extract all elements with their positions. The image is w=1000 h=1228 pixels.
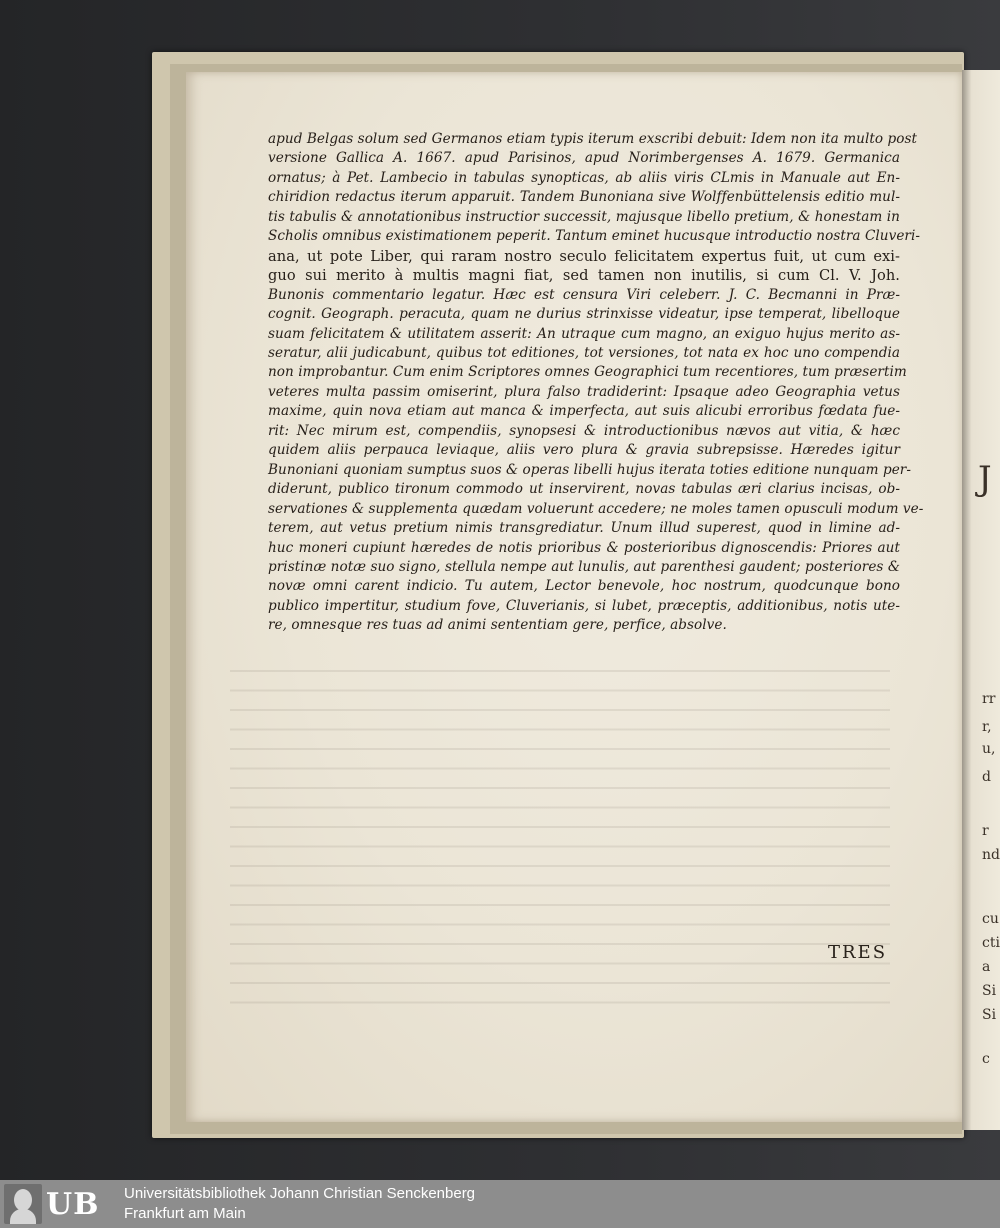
text-line: cognit. Geograph. peracuta, quam ne durius strinxisse videatur, ipse temperat, libelloque xyxy=(268,306,900,323)
text-line: Scholis omnibus existimationem peperit. Tantum eminet hucusque introductio nostra Cluveri- xyxy=(268,228,921,245)
text-line: guo sui merito à multis magni fiat, sed tamen non inutilis, si cum Cl. V. Joh. xyxy=(268,267,900,285)
adjacent-page-fragment: u, xyxy=(982,741,996,757)
text-line: apud Belgas solum sed Germanos etiam typis iterum exscribi debuit: Idem non ita multo post xyxy=(268,131,917,147)
text-line: quidem aliis perpauca leviaque, aliis vero plura & gravia subrepsisse. Hæredes igitur xyxy=(268,442,900,459)
text-line: ornatus; à Pet. Lambecio in tabulas synopticas, ab aliis viris CLmis in Manuale aut En- xyxy=(268,169,900,186)
adjacent-page-fragment: c xyxy=(982,1051,990,1067)
text-line: ana, ut pote Liber, qui raram nostro seculo felicitatem expertus fuit, ut cum exi- xyxy=(268,247,900,265)
adjacent-page-edge xyxy=(962,70,1000,1130)
text-line: terem, aut vetus pretium nimis transgrediatur. Unum illud superest, quod in limine ad- xyxy=(268,520,900,537)
text-line: maxime, quin nova etiam aut manca & imperfecta, aut suis alicubi erroribus fœdata fue- xyxy=(268,403,900,420)
institution-line-2: Frankfurt am Main xyxy=(124,1205,246,1222)
text-line: publico impertitur, studium fove, Cluverianis, si lubet, præceptis, additionibus, notis ute- xyxy=(268,597,900,614)
portrait-icon xyxy=(4,1184,42,1224)
text-line: non improbantur. Cum enim Scriptores omnes Geographici tum recentiores, tum præsertim xyxy=(268,364,907,381)
adjacent-page-fragment: Si xyxy=(982,1007,997,1023)
adjacent-page-fragment: a xyxy=(982,959,991,975)
logo-text: UB xyxy=(46,1186,100,1222)
adjacent-page-fragment: r xyxy=(982,823,989,839)
text-line: chiridion redactus iterum apparuit. Tandem Bunoniana sive Wolffenbüttelensis editio mul- xyxy=(268,189,900,206)
adjacent-page-fragment: r, xyxy=(982,719,992,735)
text-line: tis tabulis & annotationibus instructior successit, majusque libello pretium, & honestam in xyxy=(268,208,900,225)
text-line: rit: Nec mirum est, compendiis, synopsesi & introductionibus nævos aut vitia, & hæc xyxy=(268,422,900,439)
adjacent-page-fragment: cti xyxy=(982,935,1000,951)
text-line: servationes & supplementa quædam voluerunt accedere; ne moles tamen opusculi modum ve- xyxy=(268,500,924,517)
adjacent-page-fragment: cu xyxy=(982,911,999,927)
page-body-text xyxy=(268,130,924,636)
text-line: Bunonis commentario legatur. Hæc est censura Viri celeberr. J. C. Becmanni in Præ- xyxy=(268,286,900,303)
institution-name xyxy=(124,1184,475,1224)
text-line: re, omnesque res tuas ad animi sententiam gere, perfice, absolve. xyxy=(268,617,727,634)
adjacent-page-fragment: nd xyxy=(982,847,1000,863)
text-line: pristinæ notæ suo signo, stellula nempe aut lunulis, aut parenthesi gaudent; posteriores & xyxy=(268,558,900,575)
adjacent-page-fragment: Si xyxy=(982,983,997,999)
adjacent-page-fragment: J xyxy=(978,459,992,499)
library-logo[interactable] xyxy=(4,1183,116,1225)
adjacent-page-fragment: d xyxy=(982,769,991,785)
text-line: versione Gallica A. 1667. apud Parisinos, apud Norimbergenses A. 1679. Germanica xyxy=(268,150,900,167)
catchword: TRES xyxy=(828,942,888,963)
text-line: diderunt, publico tironum commodo ut inservirent, novas tabulas æri clarius incisas, ob- xyxy=(268,481,900,498)
text-line: Bunoniani quoniam sumptus suos & operas libelli hujus iterata toties editione nunquam per- xyxy=(268,461,911,478)
show-through-bleed xyxy=(230,660,890,1020)
text-line: novæ omni carent indicio. Tu autem, Lector benevole, hoc nostrum, quodcunque bono xyxy=(268,578,900,595)
text-line: suam felicitatem & utilitatem asserit: An utraque cum magno, an exiguo hujus merito as- xyxy=(268,325,900,342)
adjacent-page-fragment: rr xyxy=(982,691,996,707)
text-line: seratur, alii judicabunt, quibus tot editiones, tot versiones, tot nata ex hoc uno compendia xyxy=(268,344,900,361)
text-line: huc moneri cupiunt hæredes de notis prioribus & posterioribus dignoscendis: Priores aut xyxy=(268,539,900,556)
institution-line-1: Universitätsbibliothek Johann Christian Senckenberg xyxy=(124,1185,476,1202)
text-line: veteres multa passim omiserint, plura falso tradiderint: Ipsaque adeo Geographia vetus xyxy=(268,383,900,400)
